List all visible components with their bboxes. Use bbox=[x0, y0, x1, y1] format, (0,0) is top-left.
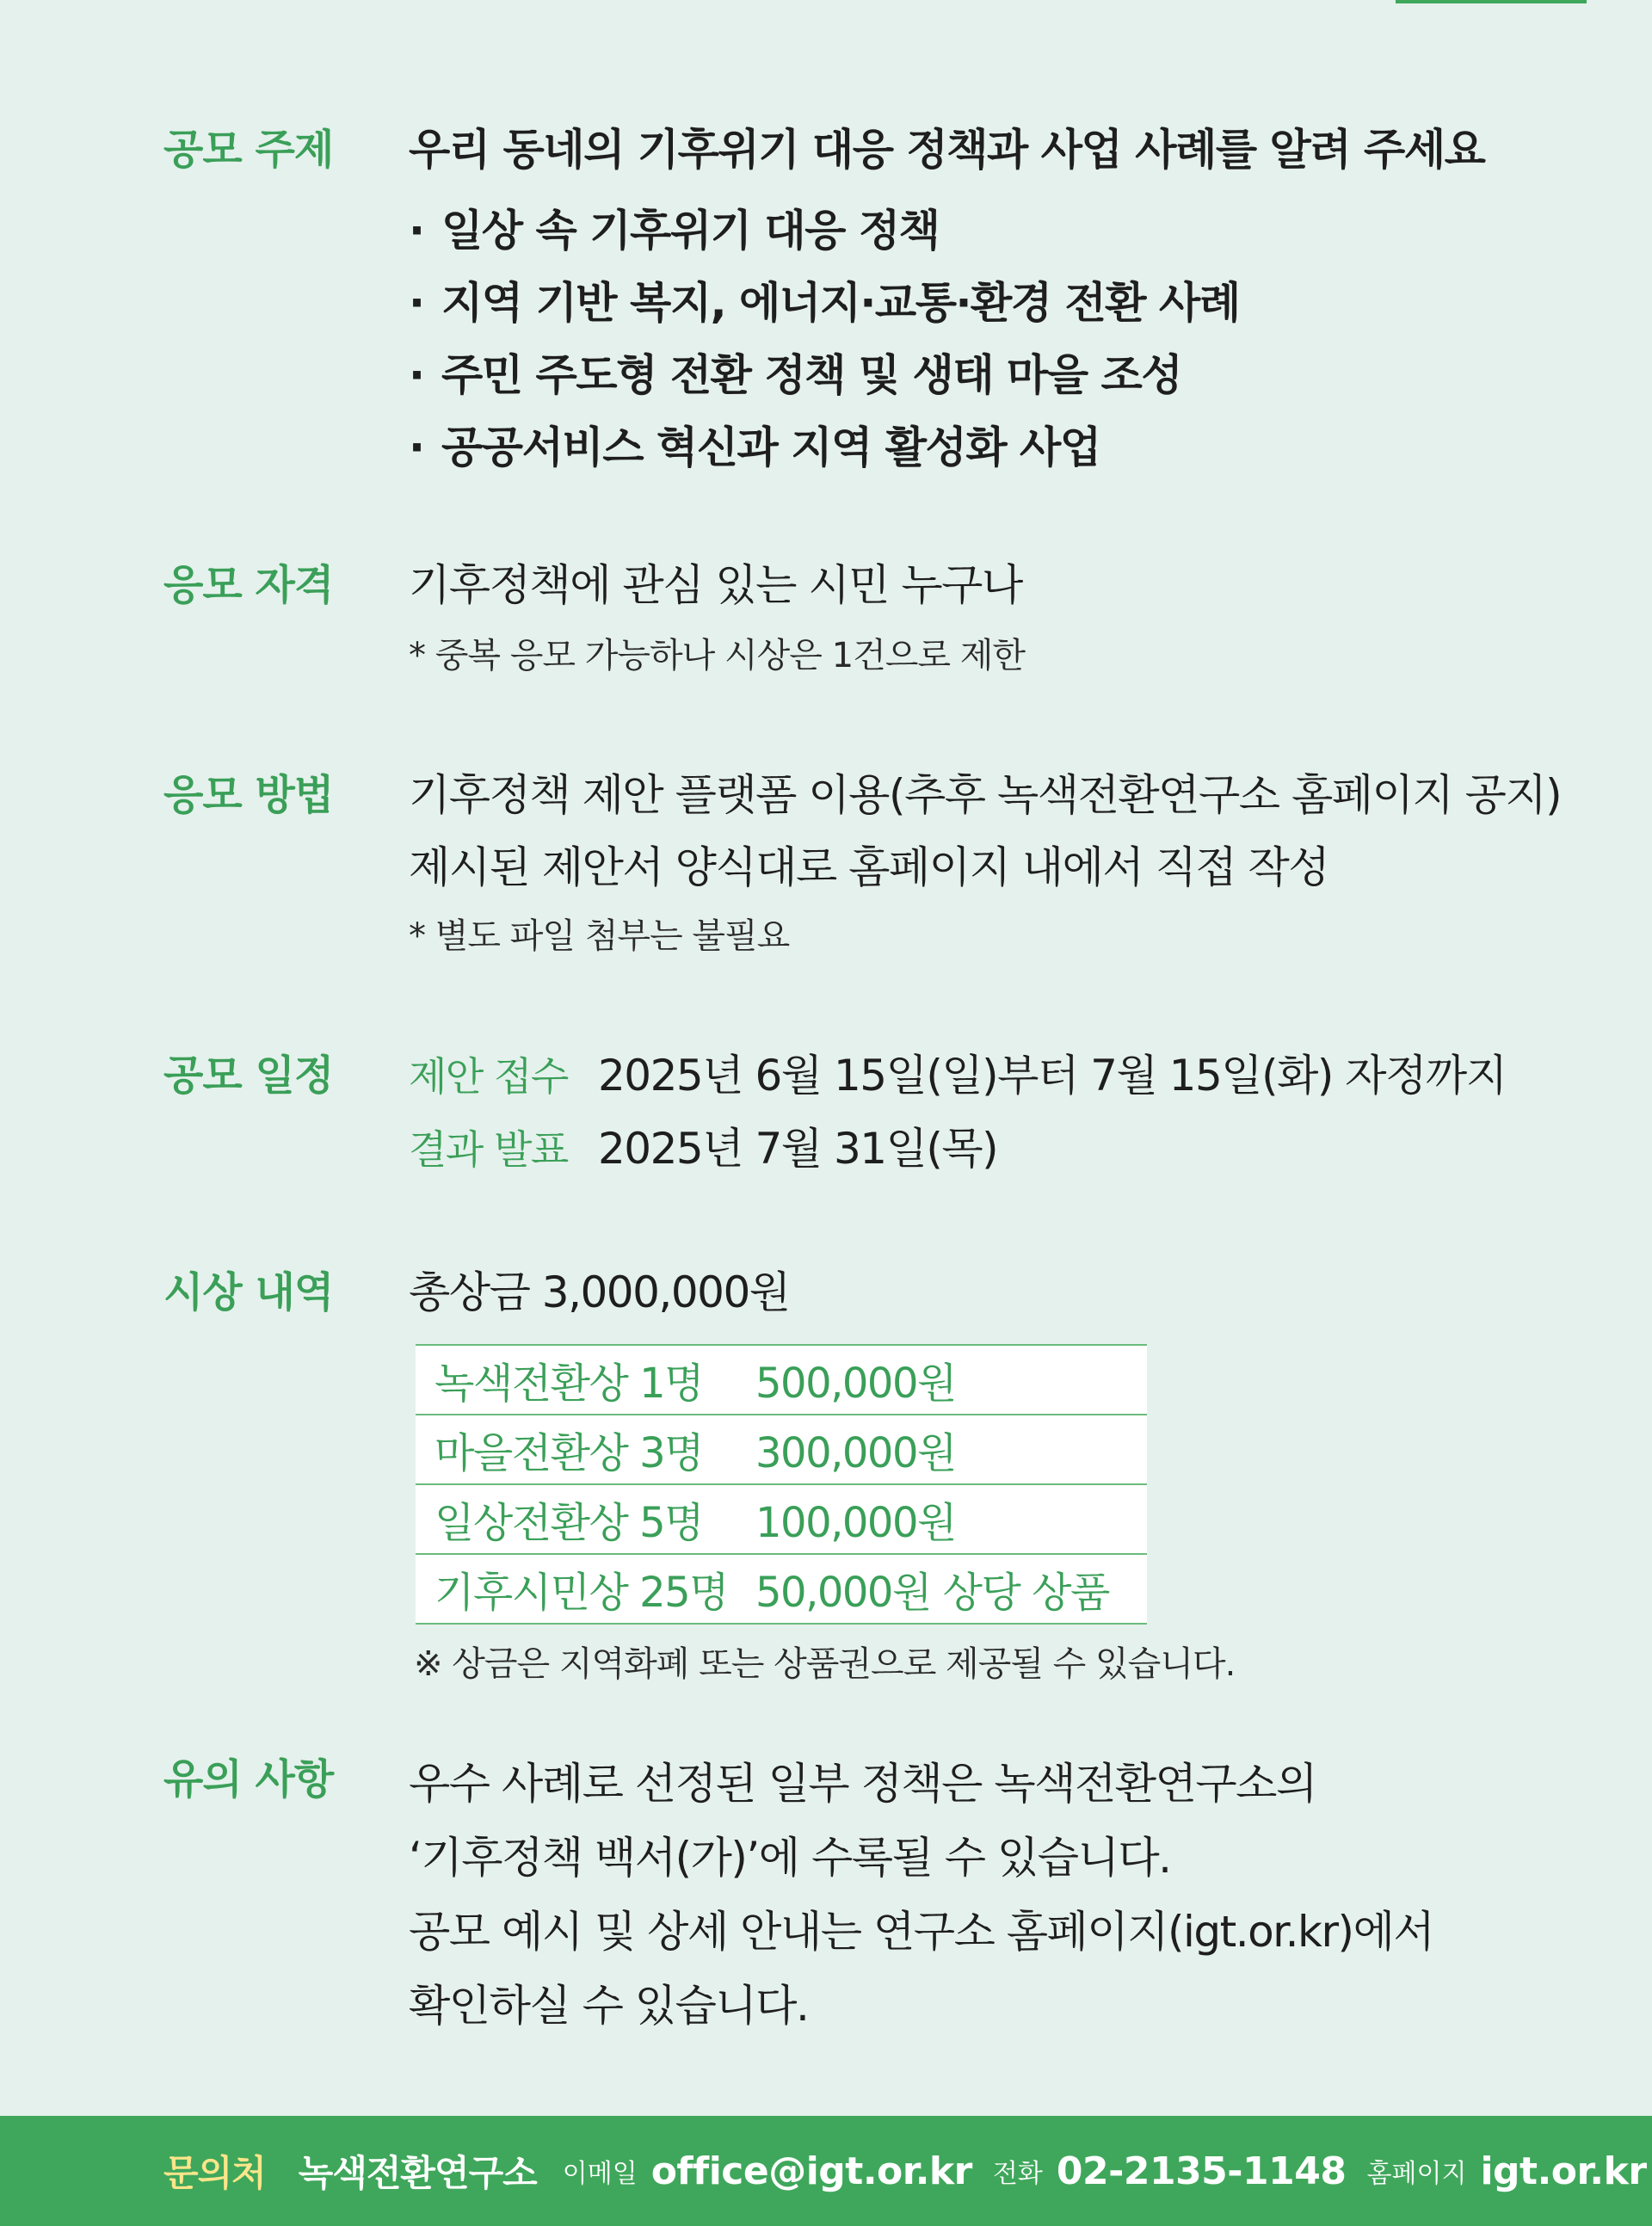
notes-line: 우수 사례로 선정된 일부 정책은 녹색전환연구소의 bbox=[409, 1759, 1316, 1809]
top-accent-bar bbox=[1396, 0, 1587, 3]
topic-headline: 우리 동네의 기후위기 대응 정책과 사업 사례를 알려 주세요 bbox=[409, 125, 1485, 175]
contact-footer bbox=[0, 2116, 1652, 2226]
section-label: 유의 사항 bbox=[163, 1755, 334, 1804]
table-row bbox=[416, 1484, 1147, 1554]
notes-line: 확인하실 수 있습니다. bbox=[409, 1981, 809, 2031]
section-label: 응모 자격 bbox=[163, 561, 334, 609]
homepage-key: 홈페이지 bbox=[1366, 2159, 1467, 2189]
prize-amount: 100,000원 bbox=[738, 1484, 1147, 1554]
email-link[interactable]: office@igt.or.kr bbox=[650, 2149, 972, 2193]
prize-name: 녹색전환상 1명 bbox=[416, 1345, 738, 1415]
prize-table bbox=[416, 1344, 1147, 1625]
prize-amount: 50,000원 상당 상품 bbox=[738, 1554, 1147, 1624]
notes-line: ‘기후정책 백서(가)’에 수록될 수 있습니다. bbox=[409, 1833, 1171, 1883]
phone-key: 전화 bbox=[992, 2159, 1043, 2189]
section-label: 시상 내역 bbox=[163, 1268, 334, 1316]
schedule-key: 결과 발표 bbox=[409, 1126, 568, 1173]
section-label: 응모 방법 bbox=[163, 771, 334, 819]
prize-amount: 300,000원 bbox=[738, 1415, 1147, 1484]
prize-name: 일상전환상 5명 bbox=[416, 1484, 738, 1554]
phone-number: 02-2135-1148 bbox=[1056, 2149, 1347, 2193]
schedule-key: 제안 접수 bbox=[409, 1053, 568, 1100]
eligibility-text: 기후정책에 관심 있는 시민 누구나 bbox=[409, 560, 1022, 610]
schedule-row bbox=[409, 1113, 1596, 1186]
homepage-link[interactable]: igt.or.kr bbox=[1480, 2149, 1647, 2193]
contact-label: 문의처 bbox=[163, 2152, 266, 2194]
list-item: · 주민 주도형 전환 정책 및 생태 마을 조성 bbox=[409, 350, 1182, 400]
schedule-value: 2025년 6월 15일(일)부터 7월 15일(화) 자정까지 bbox=[598, 1051, 1507, 1101]
list-item: · 지역 기반 복지, 에너지·교통·환경 전환 사례 bbox=[409, 278, 1240, 328]
prize-name: 기후시민상 25명 bbox=[416, 1554, 738, 1624]
section-label: 공모 일정 bbox=[163, 1051, 334, 1100]
awards-note: ※ 상금은 지역화폐 또는 상품권으로 제공될 수 있습니다. bbox=[414, 1644, 1236, 1684]
notes-line: 공모 예시 및 상세 안내는 연구소 홈페이지(igt.or.kr)에서 bbox=[409, 1907, 1434, 1957]
list-item: · 일상 속 기후위기 대응 정책 bbox=[409, 206, 940, 256]
section-label: 공모 주제 bbox=[163, 126, 334, 174]
method-note: * 별도 파일 첨부는 불필요 bbox=[409, 916, 790, 956]
contact-org: 녹색전환연구소 bbox=[298, 2152, 537, 2194]
table-row bbox=[416, 1415, 1147, 1484]
table-row bbox=[416, 1345, 1147, 1415]
table-row bbox=[416, 1554, 1147, 1624]
list-item: · 공공서비스 혁신과 지역 활성화 사업 bbox=[409, 422, 1100, 472]
method-line: 기후정책 제안 플랫폼 이용(추후 녹색전환연구소 홈페이지 공지) bbox=[409, 770, 1562, 820]
awards-total: 총상금 3,000,000원 bbox=[409, 1267, 790, 1317]
email-key: 이메일 bbox=[562, 2159, 638, 2189]
eligibility-note: * 중복 응모 가능하나 시상은 1건으로 제한 bbox=[409, 636, 1025, 675]
schedule-row bbox=[409, 1039, 1596, 1113]
topic-bullet-list bbox=[409, 194, 1596, 484]
method-line: 제시된 제안서 양식대로 홈페이지 내에서 직접 작성 bbox=[409, 842, 1329, 892]
schedule-value: 2025년 7월 31일(목) bbox=[598, 1124, 998, 1174]
prize-name: 마을전환상 3명 bbox=[416, 1415, 738, 1484]
prize-amount: 500,000원 bbox=[738, 1345, 1147, 1415]
